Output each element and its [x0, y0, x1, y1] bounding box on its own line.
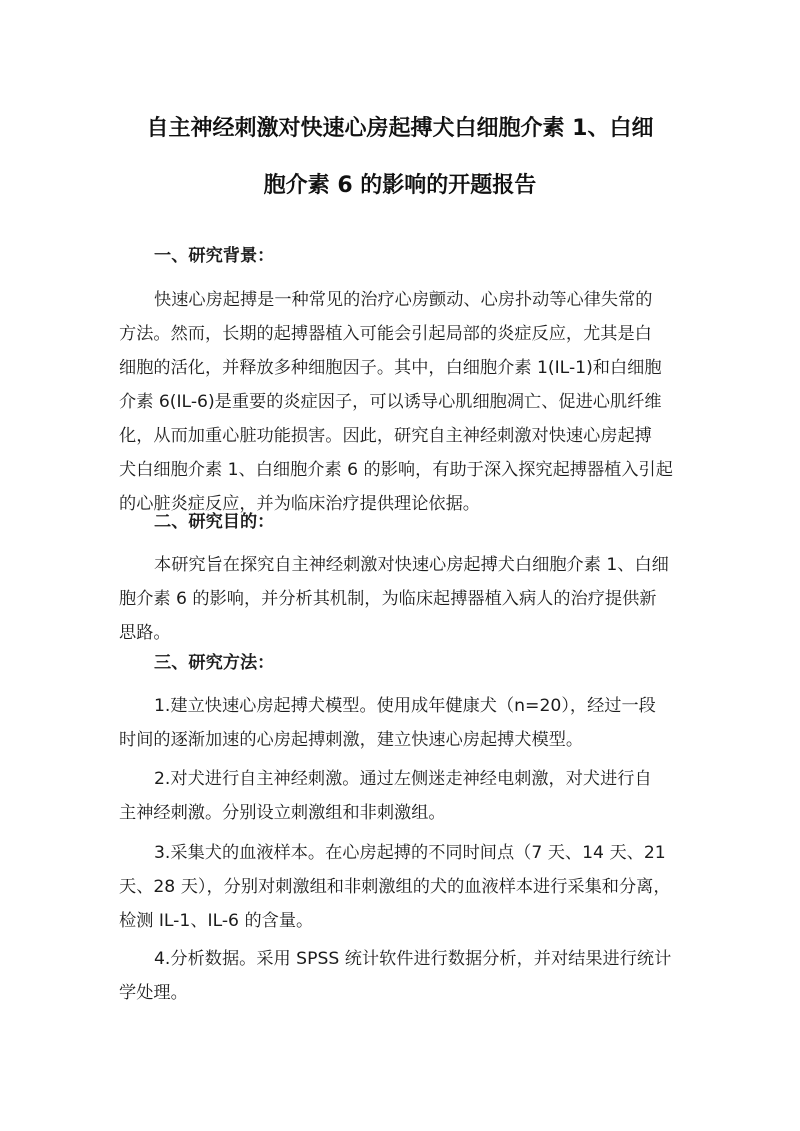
document-title-line-2: 胞介素 6 的影响的开题报告 — [263, 173, 537, 198]
paragraph-line: 1.建立快速心房起搏犬模型。使用成年健康犬（n=20），经过一段 — [154, 696, 656, 716]
method-step-4 — [119, 942, 699, 1010]
method-step-3 — [119, 836, 699, 938]
document-title-line-1: 自主神经刺激对快速心房起搏犬白细胞介素 1、白细 — [146, 116, 654, 141]
paragraph-line: 时间的逐渐加速的心房起搏刺激，建立快速心房起搏犬模型。 — [119, 730, 584, 750]
method-step-2 — [119, 762, 699, 830]
paragraph-line: 的心脏炎症反应，并为临床治疗提供理论依据。 — [119, 494, 480, 514]
method-step-1 — [119, 689, 699, 757]
paragraph-line: 天、28 天），分别对刺激组和非刺激组的犬的血液样本进行采集和分离， — [119, 877, 671, 897]
paragraph-line: 介素 6(IL-6)是重要的炎症因子，可以诱导心肌细胞凋亡、促进心肌纤维 — [119, 392, 662, 412]
paragraph-line: 3.采集犬的血液样本。在心房起搏的不同时间点（7 天、14 天、21 — [154, 843, 666, 863]
paragraph-line: 化，从而加重心脏功能损害。因此，研究自主神经刺激对快速心房起搏 — [119, 426, 652, 446]
paragraph-line: 犬白细胞介素 1、白细胞介素 6 的影响，有助于深入探究起搏器植入引起 — [119, 460, 673, 480]
paragraph-line: 4.分析数据。采用 SPSS 统计软件进行数据分析，并对结果进行统计 — [154, 949, 672, 969]
section-heading-methods: 三、研究方法： — [154, 653, 275, 673]
paragraph-line: 2.对犬进行自主神经刺激。通过左侧迷走神经电刺激，对犬进行自 — [154, 769, 652, 789]
section-heading-objective: 二、研究目的： — [154, 512, 275, 532]
paragraph-line: 胞介素 6 的影响，并分析其机制，为临床起搏器植入病人的治疗提供新 — [119, 589, 657, 609]
paragraph-objective — [119, 548, 699, 650]
paragraph-background — [119, 283, 699, 521]
paragraph-line: 细胞的活化，并释放多种细胞因子。其中，白细胞介素 1(IL-1)和白细胞 — [119, 358, 662, 378]
paragraph-line: 方法。然而，长期的起搏器植入可能会引起局部的炎症反应，尤其是白 — [119, 324, 652, 344]
paragraph-line: 本研究旨在探究自主神经刺激对快速心房起搏犬白细胞介素 1、白细 — [154, 555, 669, 575]
section-heading-background: 一、研究背景： — [154, 246, 275, 266]
paragraph-line: 快速心房起搏是一种常见的治疗心房颤动、心房扑动等心律失常的 — [154, 290, 653, 310]
paragraph-line: 学处理。 — [119, 983, 188, 1003]
paragraph-line: 思路。 — [119, 623, 171, 643]
paragraph-line: 检测 IL-1、IL-6 的含量。 — [119, 911, 314, 931]
paragraph-line: 主神经刺激。分别设立刺激组和非刺激组。 — [119, 803, 446, 823]
